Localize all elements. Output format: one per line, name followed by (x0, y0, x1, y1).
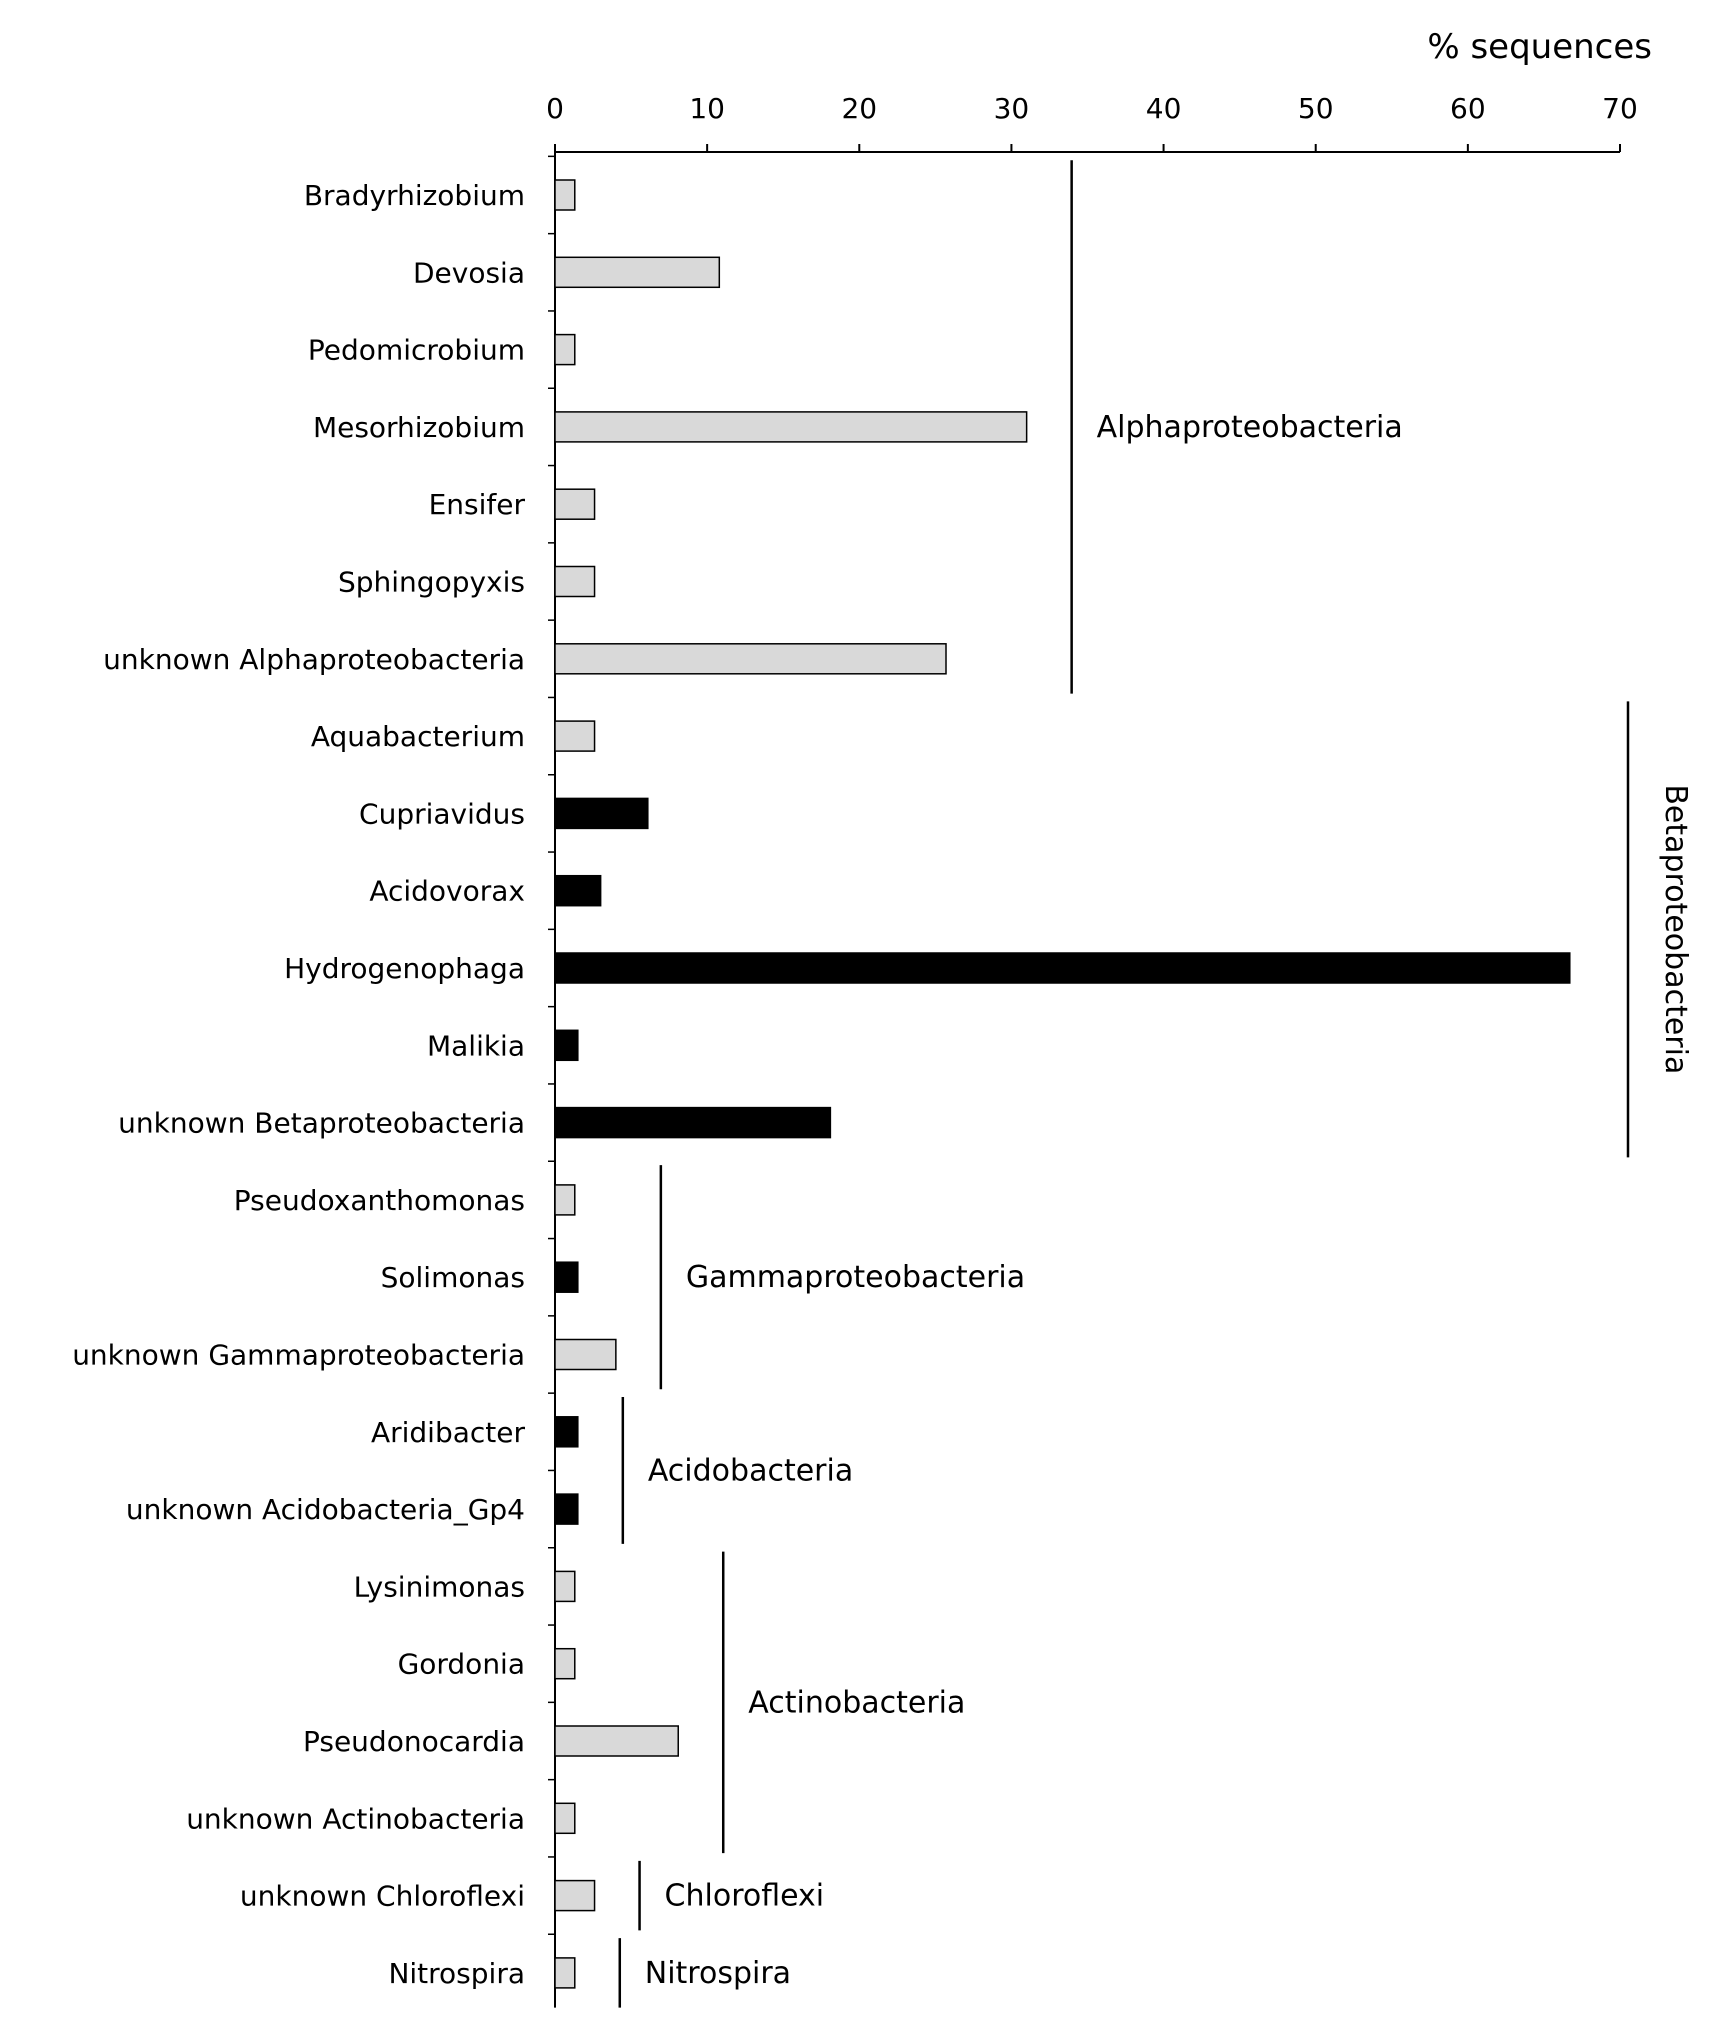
category-label: Pseudonocardia (302, 1725, 525, 1758)
bar-gordonia (555, 1649, 575, 1679)
group-label-actinobacteria: Actinobacteria (748, 1685, 966, 1721)
bar-acidovorax (555, 876, 601, 906)
bar-unknown-alphaproteobacteria (555, 644, 946, 674)
bar-aquabacterium (555, 721, 595, 751)
bars (555, 180, 1570, 1988)
category-label: Pedomicrobium (307, 333, 525, 367)
x-axis (546, 92, 1638, 2008)
group-label-gammaproteobacteria: Gammaproteobacteria (685, 1260, 1026, 1296)
category-label: Cupriavidus (359, 797, 525, 831)
category-label: Solimonas (380, 1261, 525, 1295)
category-label: Aquabacterium (310, 720, 525, 754)
bar-unknown-chloroflexi (555, 1881, 595, 1911)
bar-pedomicrobium (555, 335, 575, 365)
bar-sphingopyxis (555, 567, 595, 597)
bar-lysinimonas (555, 1571, 575, 1601)
x-tick-label: 40 (1145, 92, 1182, 125)
bar-pseudonocardia (555, 1726, 678, 1756)
category-label: unknown Chloroflexi (239, 1879, 525, 1913)
category-label: Nitrospira (388, 1956, 525, 1990)
bar-nitrospira (555, 1958, 575, 1988)
category-label: Gordonia (397, 1647, 525, 1681)
x-tick-label: 30 (993, 92, 1030, 125)
category-label: Aridibacter (370, 1415, 525, 1449)
category-label: Pseudoxanthomonas (233, 1183, 525, 1217)
x-tick-label: 10 (689, 92, 725, 125)
x-axis-title: % sequences (1427, 27, 1652, 67)
bar-malikia (555, 1030, 578, 1060)
category-label: Bradyrhizobium (303, 179, 525, 212)
group-label-alphaproteobacteria: Alphaproteobacteria (1096, 409, 1403, 445)
group-label-nitrospira: Nitrospira (644, 1955, 792, 1991)
bar-hydrogenophaga (555, 953, 1570, 983)
category-label: unknown Gammaproteobacteria (72, 1338, 525, 1372)
bar-mesorhizobium (555, 412, 1027, 442)
x-tick-label: 70 (1602, 92, 1638, 125)
bar-cupriavidus (555, 798, 648, 828)
x-tick-label: 0 (546, 92, 564, 125)
category-label: Acidovorax (369, 874, 525, 908)
category-label: Sphingopyxis (337, 565, 525, 599)
category-label: Hydrogenophaga (284, 952, 525, 985)
category-label: Lysinimonas (353, 1570, 525, 1604)
bar-devosia (555, 257, 719, 287)
x-tick-label: 60 (1450, 92, 1486, 125)
bar-aridibacter (555, 1417, 578, 1447)
x-tick-label: 50 (1297, 92, 1334, 125)
bar-unknown-actinobacteria (555, 1803, 575, 1833)
bar-unknown-acidobacteria-gp4 (555, 1494, 578, 1524)
group-label-betaproteobacteria: Betaproteobacteria (1658, 784, 1693, 1075)
category-label: Devosia (412, 256, 525, 290)
bar-unknown-gammaproteobacteria (555, 1340, 616, 1370)
category-labels (72, 179, 525, 1990)
category-label: unknown Alphaproteobacteria (103, 642, 525, 676)
x-tick-label: 20 (841, 92, 878, 125)
bar-solimonas (555, 1262, 578, 1292)
group-label-acidobacteria: Acidobacteria (647, 1453, 854, 1489)
category-label: unknown Betaproteobacteria (118, 1106, 525, 1140)
bar-pseudoxanthomonas (555, 1185, 575, 1215)
category-label: Ensifer (428, 488, 525, 522)
category-label: unknown Acidobacteria_Gp4 (125, 1493, 525, 1527)
category-label: Malikia (426, 1029, 525, 1063)
bar-unknown-betaproteobacteria (555, 1108, 830, 1138)
bar-bradyrhizobium (555, 180, 575, 210)
category-label: Mesorhizobium (312, 410, 525, 444)
category-label: unknown Actinobacteria (186, 1802, 525, 1836)
bar-ensifer (555, 489, 595, 519)
group-label-chloroflexi: Chloroflexi (664, 1878, 825, 1914)
